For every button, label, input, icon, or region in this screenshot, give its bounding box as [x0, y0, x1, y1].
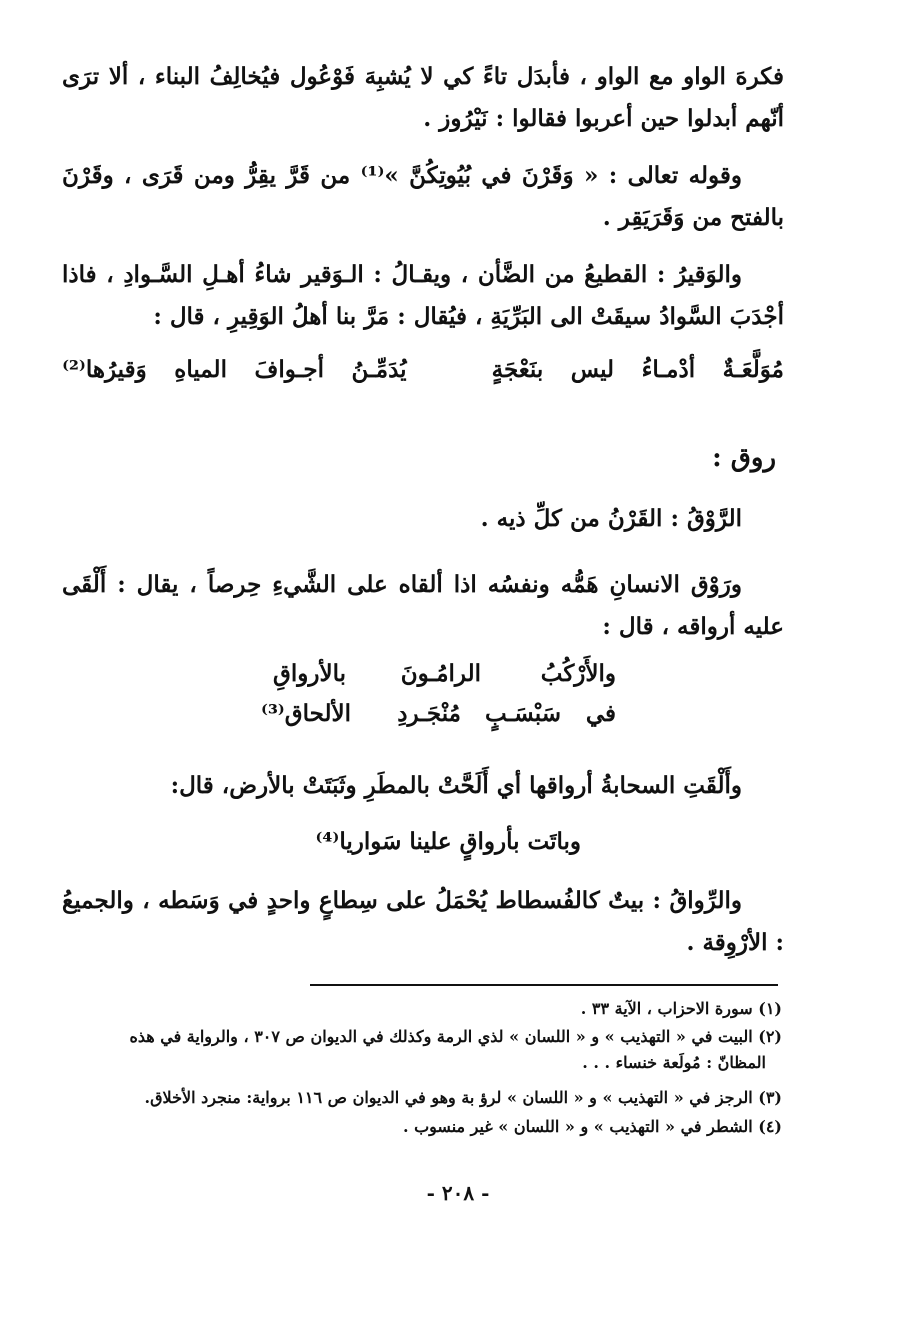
verse-2-word: سَبْسَـبٍ — [484, 700, 561, 727]
footnote-1: (١) سورة الاحزاب ، الآية ٣٣ . — [580, 999, 782, 1018]
footnote-3: (٣) الرجز في « التهذيب » و « اللسان » لرؤ بة وهو في الديوان ص ١١٦ برواية: منجرد الأخلاق. — [144, 1088, 782, 1107]
verse-1-word: أدْمـاءُ — [641, 355, 696, 383]
verse-1-word: ليس — [570, 355, 615, 383]
verse-1 — [62, 348, 784, 390]
paragraph-6: وأَلْقَتِ السحابةُ أرواقها أي أَلَحَّتْ بالمطَرِ وثَبَتَتْ بالأرض، قال: — [170, 772, 742, 799]
footnote-4: (٤) الشطر في « التهذيب » و « اللسان » غير منسوب . — [402, 1117, 782, 1136]
verse-2-word: والأَرْكُبُ — [540, 660, 616, 687]
verse-1-word: أجـوافَ — [254, 355, 324, 383]
verse-1-word: المياهِ — [174, 355, 227, 383]
page-number: - ٢٠٨ - — [426, 1181, 490, 1205]
verse-3: وباتَت بأرواقٍ علينا سَواريا⁽⁴⁾ — [315, 828, 581, 855]
verse-1-word: يُدَمِّـنُ — [351, 355, 407, 383]
footnote-2: (٢) البيت في « التهذيب » و « اللسان » لذي الرمة وكذلك في الديوان ص ٣٠٧ ، والرواية في هذه — [129, 1027, 782, 1046]
section-heading: روق : — [712, 443, 776, 473]
paragraph-2: وقوله تعالى : « وَقَرْنَ في بُيُوتِكُنَّ »⁽¹⁾ من قَرَّ يقِرُّ ومن قَرَى ، وقَرْنَ بالفتح من وَقَرَيَقِر . — [62, 162, 784, 231]
verse-1-word: مُوَلَّعَـةٌ — [722, 355, 784, 383]
verse-1-word: بنَعْجَةٍ — [491, 355, 544, 383]
verse-2-word: بالأرواقِ — [273, 660, 346, 687]
footnote-2-continued: المظانّ : مُولَعة خنساء . . . — [582, 1053, 766, 1072]
paragraph-1: فكرهَ الواو مع الواو ، فأبدَل تاءً كي لا يُشبِهَ فَوْعُول فيُخالِفُ البناء ، ألا ترَى أنّهم أبدلوا حين أعربوا فقالوا : نَيْرُوز . — [62, 63, 784, 132]
paragraph-4: الرَّوْقُ : القَرْنُ من كلِّ ذيه . — [480, 505, 742, 532]
footnote-divider — [310, 984, 778, 986]
paragraph-3: والوَقيرُ : القطيعُ من الضَّأن ، ويقـالُ : الـوَقير شاءُ أهـلِ السَّـوادِ ، فاذا أجْدَبَ السَّوادُ سيقَتْ الى البَرِّيَةِ ، فيُقال : مَرَّ بنا أهلُ الوَقِيرِ ، قال : — [62, 261, 784, 330]
verse-2-word: مُنْجَـردِ — [397, 700, 461, 727]
verse-1-word: وَقيرُها⁽²⁾ — [62, 355, 147, 383]
verse-2-word: في — [585, 700, 616, 727]
verse-2-word: الألحاق⁽³⁾ — [260, 700, 351, 727]
paragraph-7: والرِّواقُ : بيتٌ كالفُسطاط يُحْمَلُ على سِطاعٍ واحدٍ في وَسَطه ، والجميعُ : الأرْوِقة . — [62, 887, 784, 956]
paragraph-5: ورَوْق الانسانِ هَمُّه ونفسُه اذا ألقاه على الشَّيءِ حِرصاً ، يقال : أَلْقَى عليه أرواقه ، قال : — [62, 571, 784, 640]
verse-2-word: الرامُـونَ — [400, 660, 481, 687]
